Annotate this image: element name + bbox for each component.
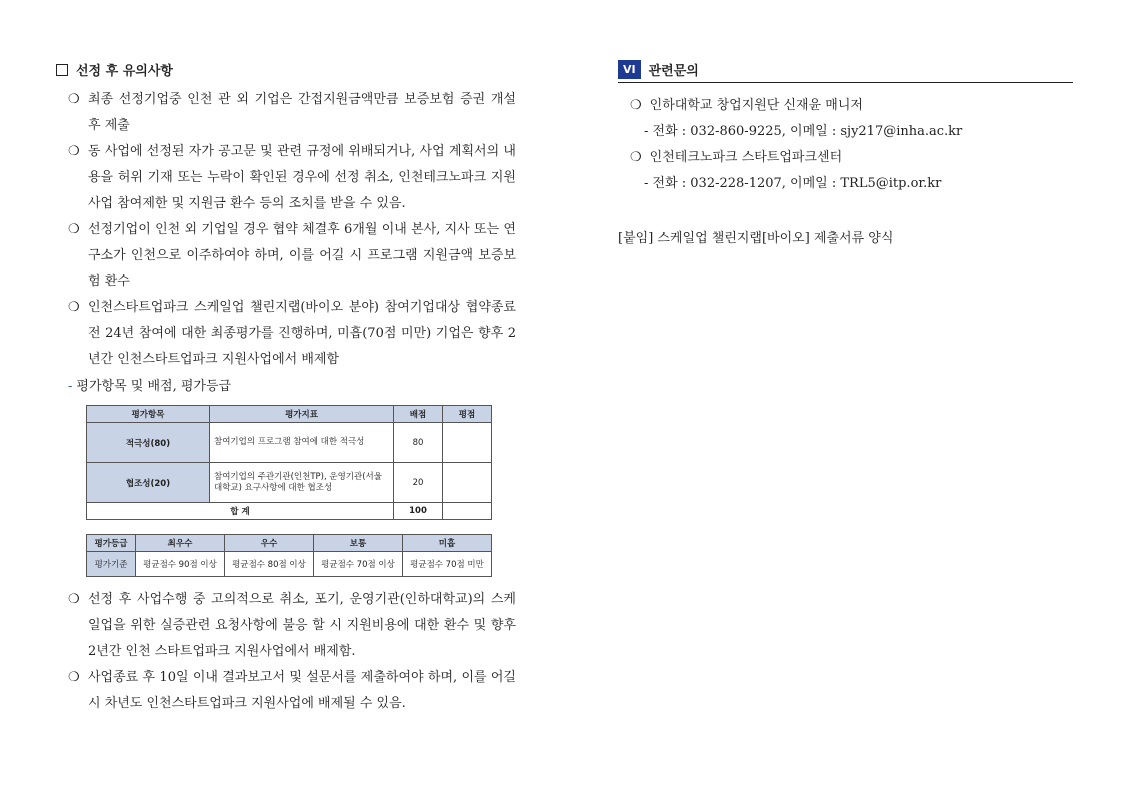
- table-header: 평가항목: [87, 406, 210, 423]
- contact-org: ❍ 인하대학교 창업지원단 신재윤 매니저: [630, 98, 863, 113]
- table-row: 협조성(20) 참여기업의 주관기관(인천TP), 운영기관(서울대학교) 요구사항에 대한 협조성 20: [87, 463, 492, 503]
- list-item: ❍ 선정 후 사업수행 중 고의적으로 취소, 포기, 운영기관(인하대학교)의 스케일업을 위한 실증관련 요청사항에 불응 할 시 지원비용에 대한 환수 및 향후 2년간 인천 스타트업파크 지원사업에서 배제함.: [68, 587, 516, 665]
- evaluation-table: [86, 405, 492, 520]
- table-header: 평가지표: [210, 406, 394, 423]
- left-column: [56, 60, 516, 717]
- circle-bullet-icon: ❍: [630, 98, 642, 113]
- list-item: ❍ 선정기업이 인천 외 기업일 경우 협약 체결후 6개월 이내 본사, 지사 또는 연구소가 인천으로 이주하여야 하며, 이를 어길 시 프로그램 지원금액 보증보험 환수: [68, 217, 516, 295]
- list-item: ❍ 최종 선정기업중 인천 관 외 기업은 간접지원금액만큼 보증보험 증권 개설 후 제출: [68, 87, 516, 139]
- grade-table: [86, 534, 492, 577]
- section-title: VI 관련문의: [618, 60, 1073, 83]
- table-header: 보통: [314, 535, 403, 552]
- contact-line: - 전화 : 032-860-9225, 이메일 : sjy217@inha.ac.kr: [644, 124, 963, 139]
- table-header: 배점: [394, 406, 443, 423]
- contact-org: ❍ 인천테크노파크 스타트업파크센터: [630, 150, 843, 165]
- table-header: 평점: [443, 406, 492, 423]
- table-header: 우수: [225, 535, 314, 552]
- circle-bullet-icon: ❍: [68, 92, 80, 107]
- circle-bullet-icon: ❍: [68, 300, 80, 315]
- contact-list: [618, 93, 1073, 197]
- circle-bullet-icon: ❍: [68, 592, 80, 607]
- right-column: [618, 60, 1073, 246]
- section-number-badge: VI: [618, 60, 641, 79]
- circle-bullet-icon: ❍: [68, 222, 80, 237]
- table-row: 평가기준 평균점수 90점 이상 평균점수 80점 이상 평균점수 70점 이상 평균점수 70점 미만: [87, 552, 492, 577]
- table-header: 최우수: [136, 535, 225, 552]
- checkbox-square-icon: [56, 64, 68, 76]
- table-row: 적극성(80) 참여기업의 프로그램 참여에 대한 적극성 80: [87, 423, 492, 463]
- contact-line: - 전화 : 032-228-1207, 이메일 : TRL5@itp.or.kr: [644, 176, 942, 191]
- attachment-note: [붙임] 스케일업 챌린지랩[바이오] 제출서류 양식: [618, 231, 894, 246]
- list-item: ❍ 동 사업에 선정된 자가 공고문 및 관련 규정에 위배되거나, 사업 계획서의 내용을 허위 기재 또는 누락이 확인된 경우에 선정 취소, 인천테크노파크 지원사업 참여제한 및 지원금 환수 등의 조치를 받을 수 있음.: [68, 139, 516, 217]
- table-header: 미흡: [403, 535, 492, 552]
- table-sum-row: 합 계 100: [87, 503, 492, 520]
- circle-bullet-icon: ❍: [630, 150, 642, 165]
- list-item: ❍ 인천스타트업파크 스케일업 챌린지랩(바이오 분야) 참여기업대상 협약종료 전 24년 참여에 대한 최종평가를 진행하며, 미흡(70점 미만) 기업은 향후 2년간 인천스타트업파크 지원사업에서 배제함: [68, 295, 516, 373]
- list-item: ❍ 사업종료 후 10일 이내 결과보고서 및 설문서를 제출하여야 하며, 이를 어길 시 차년도 인천스타트업파크 지원사업에 배제될 수 있음.: [68, 665, 516, 717]
- circle-bullet-icon: ❍: [68, 670, 80, 685]
- sub-item: - 평가항목 및 배점, 평가등급: [68, 379, 232, 394]
- circle-bullet-icon: ❍: [68, 144, 80, 159]
- table-header: 평가등급: [87, 535, 136, 552]
- section-title: 선정 후 유의사항: [56, 60, 516, 79]
